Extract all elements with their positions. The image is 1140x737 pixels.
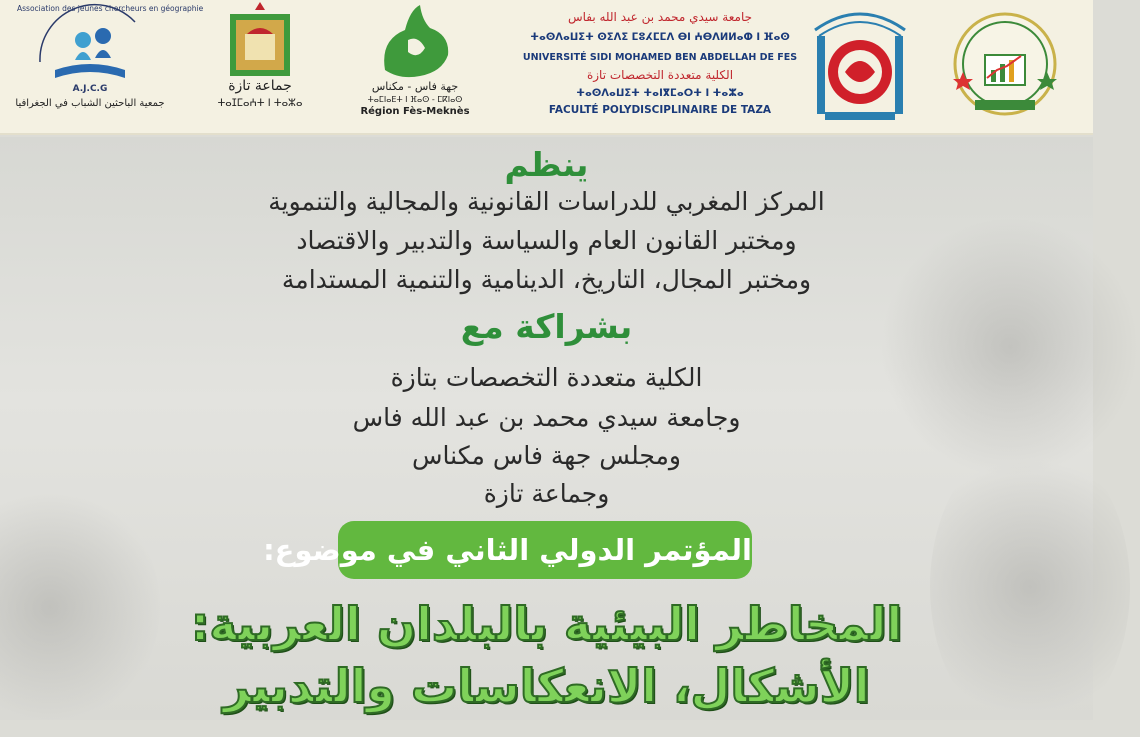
- university-name-block: [520, 0, 800, 135]
- conference-title-line-2: الأشكال، الانعكاسات والتدبير: [223, 659, 870, 713]
- organizer-line: ومختبر المجال، التاريخ، الدينامية والتنمية المستدامة: [281, 265, 812, 294]
- region-name-french: Région Fès-Meknès: [360, 106, 470, 117]
- commune-name-tifinagh: ⵜⴰⵊⵎⴰⵄⵜ ⵏ ⵜⴰⵣⴰ: [217, 98, 303, 109]
- university-seal-logo: [805, 0, 915, 135]
- smoke-cloud: [880, 217, 1140, 477]
- organizer-line: ومختبر القانون العام والسياسة والتدبير والاقتصاد: [296, 226, 797, 255]
- university-seal-icon: [805, 0, 915, 135]
- partner-line: وجماعة تازة: [483, 479, 610, 508]
- partner-line: الكلية متعددة التخصصات بتازة: [390, 363, 703, 392]
- region-name-arabic: جهة فاس - مكناس: [371, 80, 459, 93]
- heading-organizes: ينظم: [504, 145, 589, 184]
- association-logo: [15, 0, 204, 135]
- region-logo: [350, 0, 480, 135]
- conference-title-line-1: المخاطر البيئية بالبلدان العربية:: [190, 597, 903, 651]
- university-name-french: UNIVERSITÉ SIDI MOHAMED BEN ABDELLAH DE FES: [522, 52, 798, 63]
- faculty-name-tifinagh: ⵜⴰⵙⴷⴰⵡⵉⵜ ⵜⴰⵏⴳⵎⴰⵔⵜ ⵏ ⵜⴰⵣⴰ: [576, 88, 744, 99]
- region-map-icon: [350, 0, 480, 90]
- association-name-arabic: جمعية الباحثين الشباب في الجغرافيا: [15, 98, 165, 109]
- association-book-icon: [15, 0, 204, 90]
- commune-coat-of-arms-icon: [195, 0, 325, 80]
- faculty-emblem-icon: [935, 0, 1075, 135]
- heading-partnership: بشراكة مع: [460, 307, 633, 346]
- faculty-name-arabic: الكلية متعددة التخصصات تازة: [586, 68, 734, 82]
- university-name-arabic: جامعة سيدي محمد بن عبد الله بفاس: [567, 10, 753, 24]
- association-acronym: A.J.C.G: [72, 84, 108, 94]
- region-name-tifinagh: ⵜⴰⵎⵏⴰⴹⵜ ⵏ ⴼⴰⵙ - ⵎⴽⵏⴰⵙ: [367, 95, 463, 104]
- faculty-name-french: FACULTÉ POLYDISCIPLINAIRE DE TAZA: [548, 104, 772, 116]
- faculty-emblem-logo: [935, 0, 1075, 135]
- association-name-french: Association des jeunes chercheurs en géographie: [17, 4, 204, 13]
- commune-name-arabic: جماعة تازة: [228, 78, 292, 94]
- poster-body: [0, 137, 1093, 720]
- conference-label: المؤتمر الدولي الثاني في موضوع:: [263, 533, 752, 567]
- partner-line: وجامعة سيدي محمد بن عبد الله فاس: [352, 403, 741, 432]
- organizer-line: المركز المغربي للدراسات القانونية والمجالية والتنموية: [268, 187, 825, 216]
- university-name-tifinagh: ⵜⴰⵙⴷⴰⵡⵉⵜ ⵙⵉⴷⵉ ⵎⵓⵃⵎⵎⴷ ⴱⵏ ⵄⴱⴷⵍⵍⴰⵀ ⵏ ⴼⴰⵙ: [530, 32, 790, 43]
- partner-line: ومجلس جهة فاس مكناس: [412, 441, 681, 470]
- commune-taza-logo: [195, 0, 325, 135]
- header-logos-strip: [0, 0, 1093, 135]
